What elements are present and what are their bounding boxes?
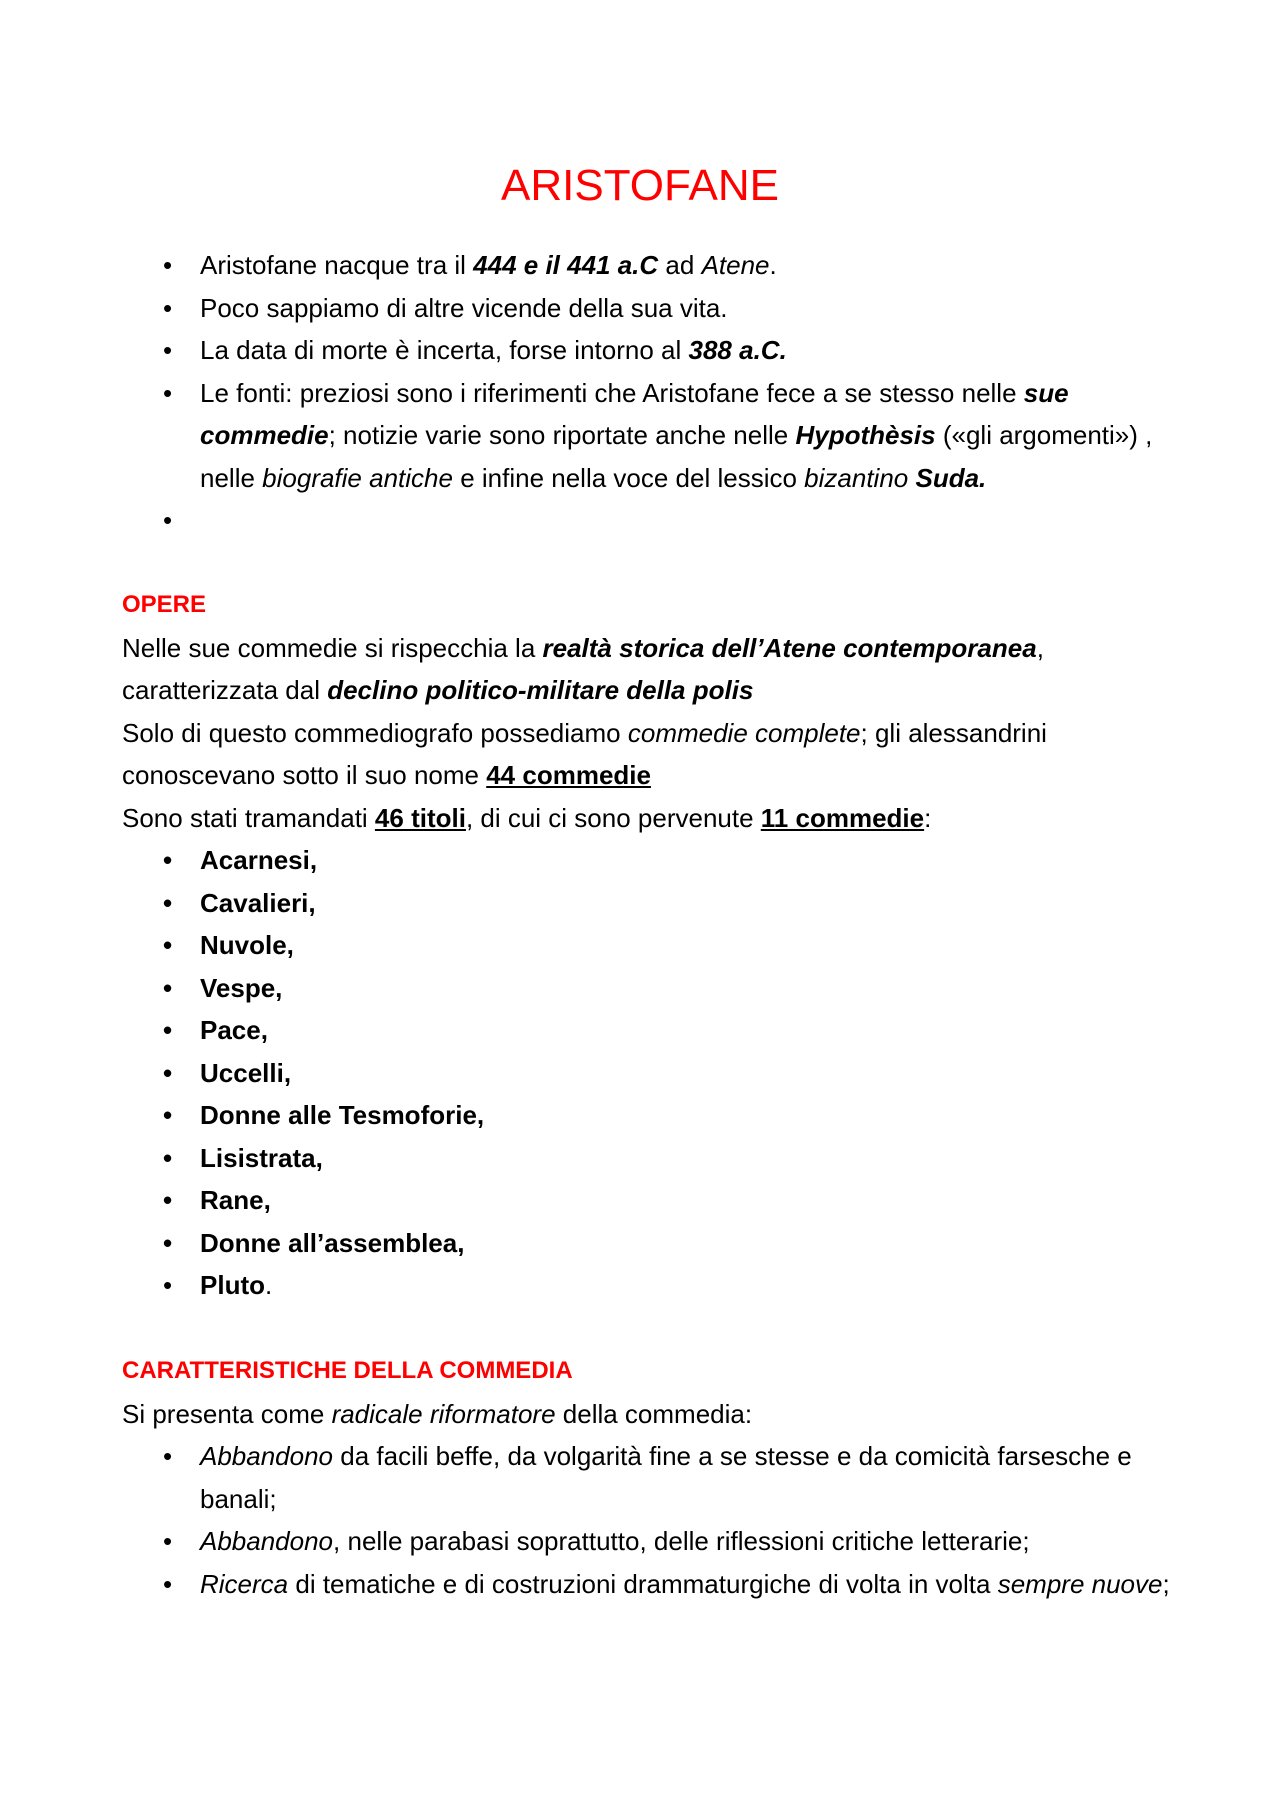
list-item: • Abbandono, nelle parabasi soprattutto, delle riflessioni critiche letterarie; bbox=[122, 1520, 1172, 1563]
list-item: • Abbandono da facili beffe, da volgarità fine a se stesse e da comicità farsesche e banali; bbox=[122, 1435, 1172, 1520]
list-item: • Ricerca di tematiche e di costruzioni drammaturgiche di volta in volta sempre nuove; bbox=[122, 1563, 1172, 1606]
list-item: • Aristofane nacque tra il 444 e il 441 a.C ad Atene. bbox=[122, 244, 1172, 287]
list-item: • Poco sappiamo di altre vicende della sua vita. bbox=[122, 287, 1172, 330]
intro-list bbox=[122, 244, 1172, 542]
work-item: • Lisistrata, bbox=[122, 1137, 1172, 1180]
work-item: • Pluto. bbox=[122, 1264, 1172, 1307]
list-item: • La data di morte è incerta, forse intorno al 388 a.C. bbox=[122, 329, 1172, 372]
work-item: • Acarnesi, bbox=[122, 839, 1172, 882]
opere-section bbox=[122, 584, 1172, 1307]
paragraph: Si presenta come radicale riformatore della commedia: bbox=[122, 1398, 753, 1429]
work-item: • Donne all’assemblea, bbox=[122, 1222, 1172, 1265]
section-heading: CARATTERISTICHE DELLA COMMEDIA bbox=[122, 1357, 573, 1384]
empty-list-item bbox=[122, 499, 1172, 542]
paragraph: Nelle sue commedie si rispecchia la realtà storica dell’Atene contemporanea, caratterizzata dal declino politico-militare della polis bbox=[122, 632, 1044, 705]
characteristics-list bbox=[122, 1435, 1172, 1605]
caratteristiche-section bbox=[122, 1350, 1172, 1605]
intro-section bbox=[122, 244, 1172, 542]
work-item: • Pace, bbox=[122, 1009, 1172, 1052]
paragraph: Sono stati tramandati 46 titoli, di cui ci sono pervenute 11 commedie: bbox=[122, 802, 932, 833]
work-item: • Nuvole, bbox=[122, 924, 1172, 967]
work-item: • Uccelli, bbox=[122, 1052, 1172, 1095]
work-item: • Vespe, bbox=[122, 967, 1172, 1010]
page-title: ARISTOFANE bbox=[501, 161, 779, 210]
work-item: • Donne alle Tesmoforie, bbox=[122, 1094, 1172, 1137]
work-item: • Rane, bbox=[122, 1179, 1172, 1222]
work-item: • Cavalieri, bbox=[122, 882, 1172, 925]
section-heading: OPERE bbox=[122, 591, 207, 618]
works-list bbox=[122, 839, 1172, 1307]
list-item: • Le fonti: preziosi sono i riferimenti che Aristofane fece a se stesso nelle sue commedie; notizie varie sono riportate anche nelle Hypothèsis («gli argomenti») , nelle biografie antiche e infine nella voce del lessico bizantino Suda. bbox=[122, 372, 1172, 500]
paragraph: Solo di questo commediografo possediamo commedie complete; gli alessandrini conoscevano sotto il suo nome 44 commedie bbox=[122, 717, 1047, 790]
